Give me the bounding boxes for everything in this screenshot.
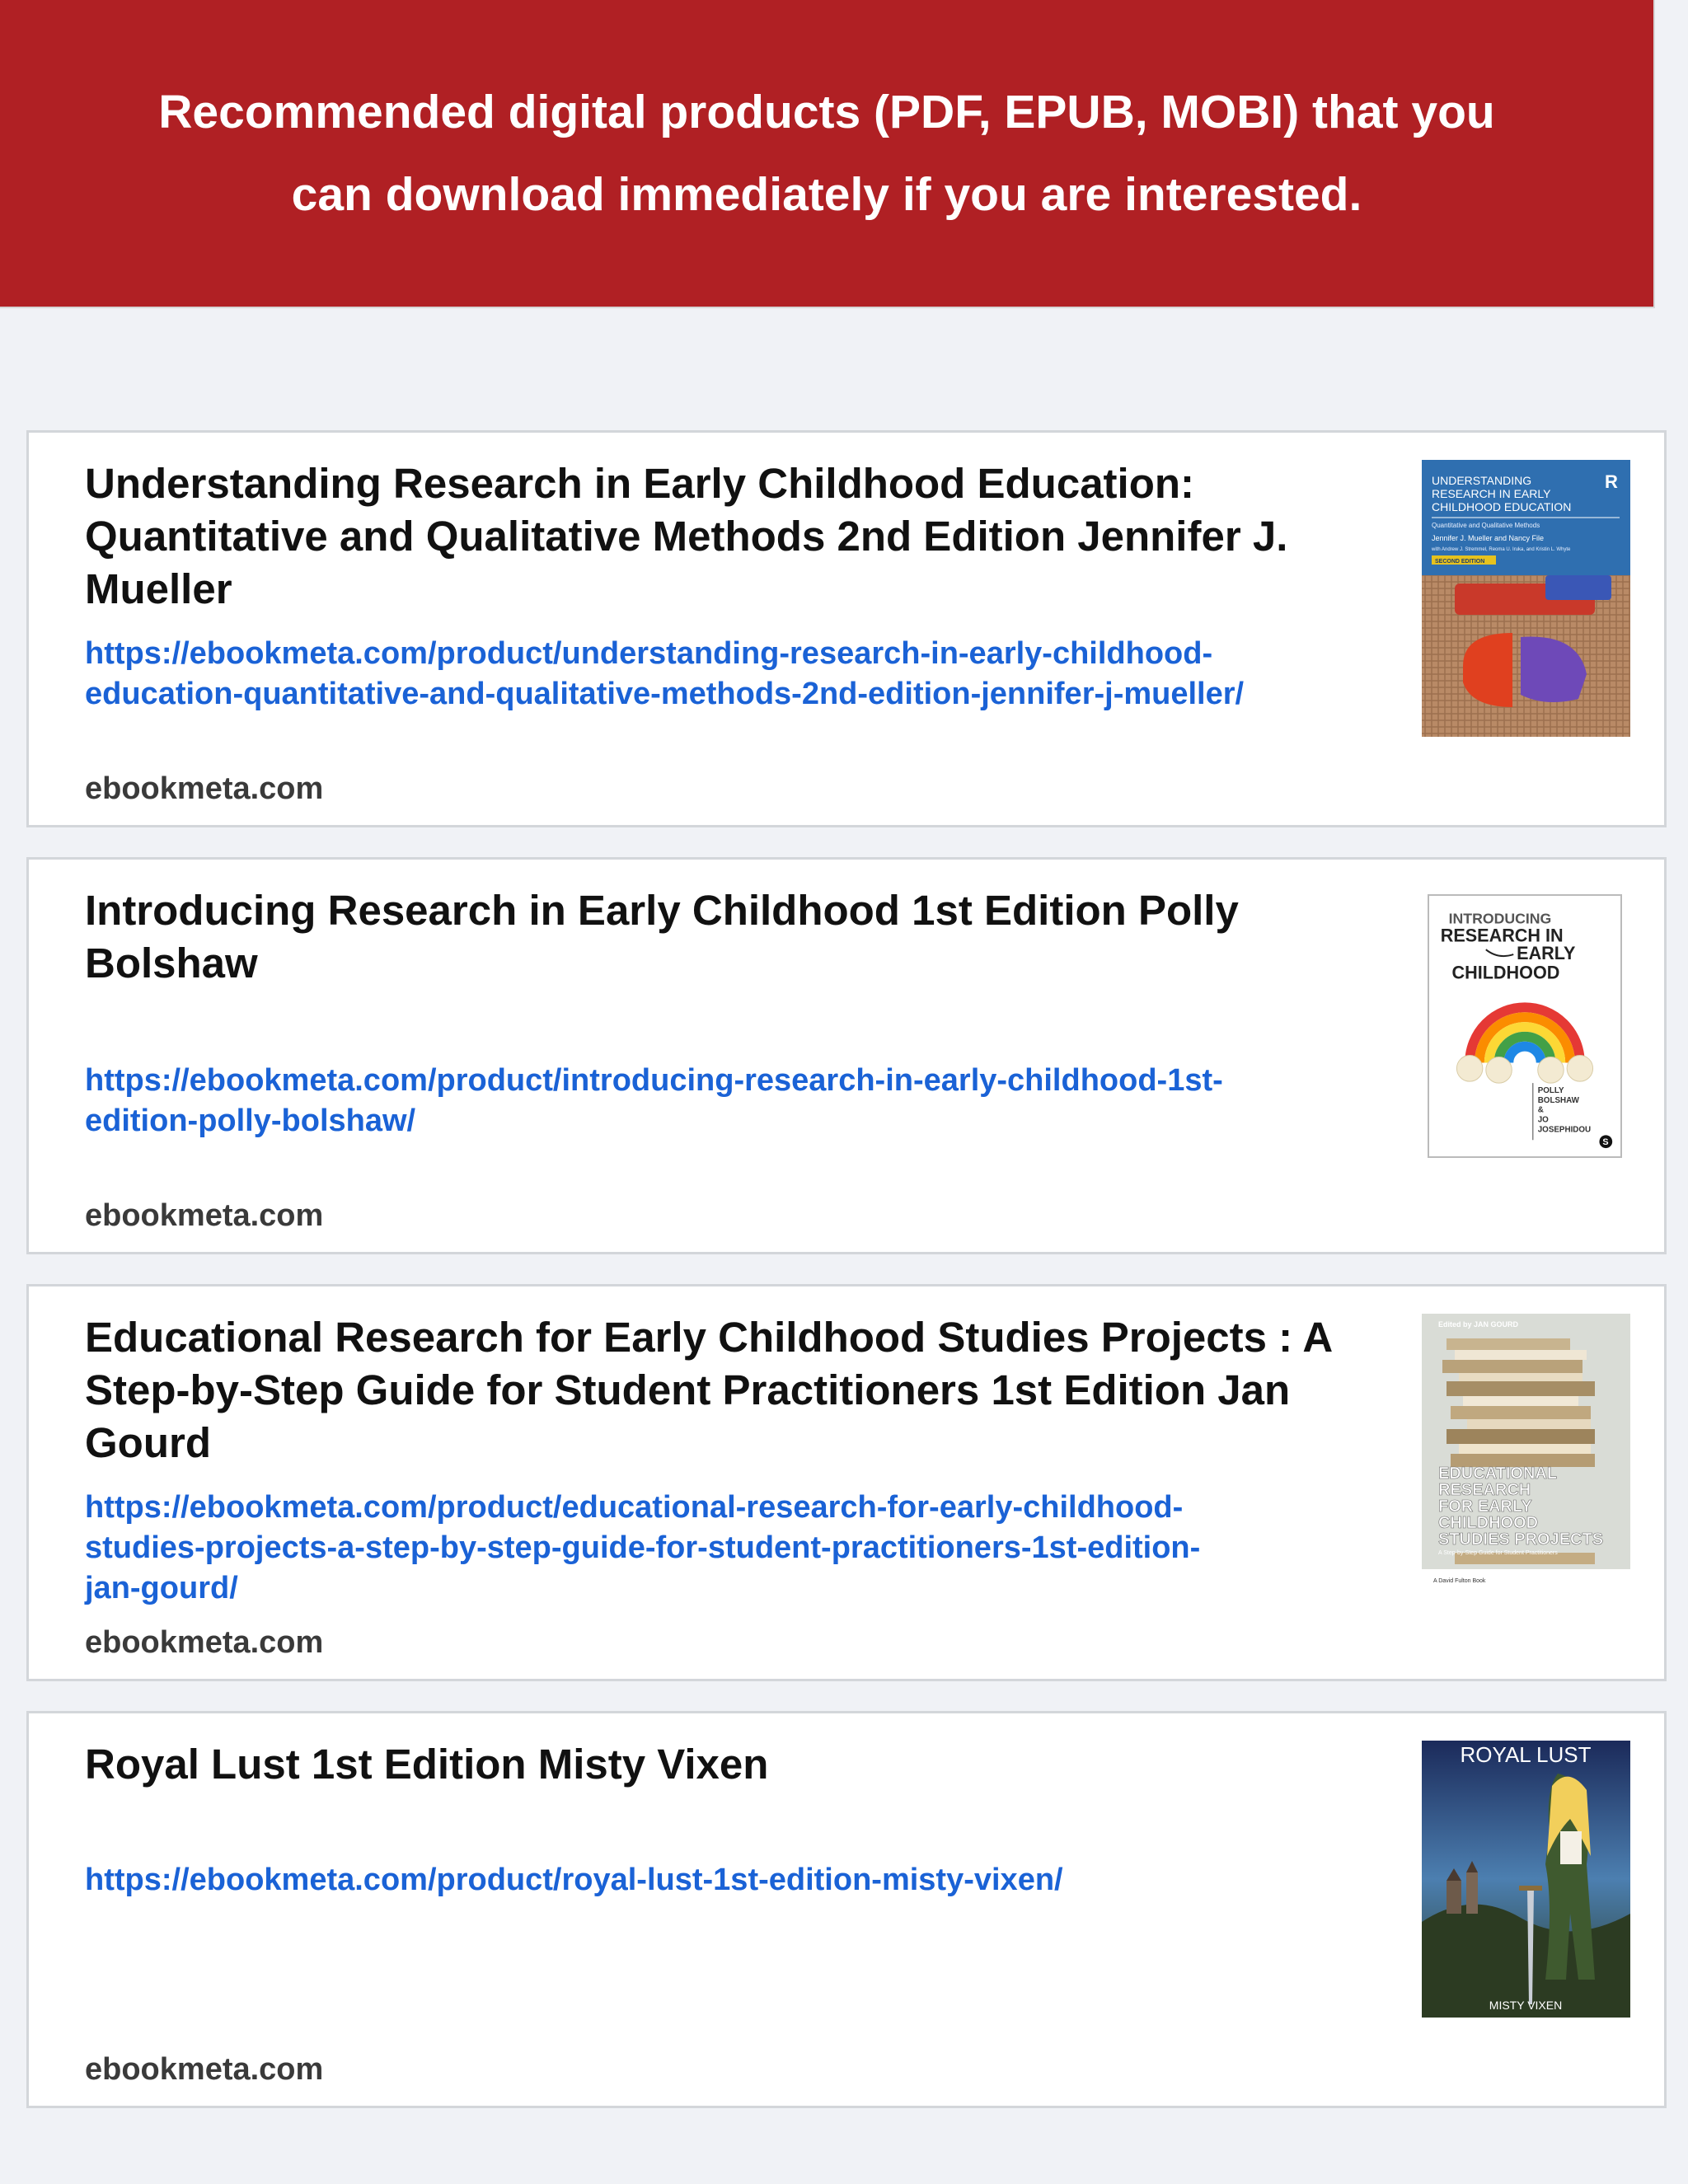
cover-line3: CHILDHOOD EDUCATION	[1432, 500, 1572, 513]
book-cover-image[interactable]	[1422, 460, 1630, 737]
product-domain: ebookmeta.com	[85, 2052, 324, 2087]
product-link[interactable]: https://ebookmeta.com/product/royal-lust-1st-edition-misty-vixen/	[85, 1863, 1063, 1897]
cover-title: ROYAL LUST	[1460, 1742, 1592, 1767]
product-title: Royal Lust 1st Edition Misty Vixen	[85, 1741, 769, 1788]
cover-line2: RESEARCH IN	[1440, 925, 1564, 946]
publisher-logo: R	[1605, 471, 1618, 492]
cover-publisher: A David Fulton Book	[1433, 1578, 1486, 1584]
cover-author1: POLLY	[1537, 1085, 1564, 1095]
cover-editor: Edited by JAN GOURD	[1438, 1320, 1519, 1329]
cover-subtitle: Quantitative and Qualitative Methods	[1432, 522, 1540, 529]
product-card	[26, 857, 1667, 1254]
product-link[interactable]: https://ebookmeta.com/product/introducing-research-in-early-childhood-1st-edition-polly-bolshaw/	[85, 1063, 1223, 1138]
book-cover-image[interactable]	[1422, 1314, 1630, 1591]
cover-line1: INTRODUCING	[1448, 910, 1552, 927]
cover-line3: EARLY	[1517, 942, 1576, 964]
cover-amp: &	[1537, 1105, 1544, 1115]
cover-author3: JO	[1537, 1115, 1549, 1125]
cover-author4: JOSEPHIDOU	[1537, 1125, 1592, 1135]
product-title: Introducing Research in Early Childhood 1st Edition Polly Bolshaw	[85, 887, 1239, 987]
book-cover-image[interactable]	[1422, 1741, 1630, 2018]
cover-author2: BOLSHAW	[1537, 1095, 1579, 1105]
recommendation-banner	[0, 0, 1655, 308]
cover-contributors: with Andrew J. Stremmel, Reoma U. Iruka, and Kristin L. Whyte	[1432, 547, 1571, 552]
product-link[interactable]: https://ebookmeta.com/product/understanding-research-in-early-childhood-education-quantitative-and-qualitative-methods-2nd-edition-jennifer-j-mueller/	[85, 636, 1245, 711]
product-domain: ebookmeta.com	[85, 1625, 324, 1660]
product-title: Understanding Research in Early Childhood Education: Quantitative and Qualitative Methods 2nd Edition Jennifer J. Mueller	[85, 460, 1288, 612]
cover-edition: SECOND EDITION	[1435, 559, 1485, 565]
product-domain: ebookmeta.com	[85, 1198, 324, 1233]
product-link[interactable]: https://ebookmeta.com/product/educational-research-for-early-childhood-studies-projects-a-step-by-step-guide-for-student-practitioners-1st-edition-jan-gourd/	[85, 1490, 1201, 1605]
cover-line1: EDUCATIONAL	[1438, 1465, 1558, 1483]
product-domain: ebookmeta.com	[85, 771, 324, 806]
cover-authors: Jennifer J. Mueller and Nancy File	[1432, 534, 1545, 542]
cover-line4: CHILDHOOD	[1438, 1514, 1539, 1532]
product-card	[26, 430, 1667, 827]
book-cover-image[interactable]	[1428, 894, 1622, 1158]
cover-line3: FOR EARLY	[1438, 1497, 1532, 1516]
product-card	[26, 1284, 1667, 1681]
cover-subtitle: A Step-by-Step Guide for Student Practitioners	[1438, 1550, 1558, 1556]
cover-line5: STUDIES PROJECTS	[1438, 1530, 1604, 1549]
publisher-logo: S	[1602, 1137, 1609, 1148]
cover-line2: RESEARCH	[1438, 1481, 1531, 1499]
product-title: Educational Research for Early Childhood Studies Projects : A Step-by-Step Guide for Student Practitioners 1st Edition Jan Gourd	[85, 1314, 1332, 1466]
cover-line4: CHILDHOOD	[1451, 962, 1560, 983]
banner-text: Recommended digital products (PDF, EPUB, MOBI) that you can download immediately if you are interested.	[158, 86, 1495, 221]
cover-line2: RESEARCH IN EARLY	[1432, 487, 1551, 500]
cover-line1: UNDERSTANDING	[1432, 474, 1532, 487]
product-card	[26, 1711, 1667, 2108]
cover-author: MISTY VIXEN	[1489, 1999, 1563, 2012]
